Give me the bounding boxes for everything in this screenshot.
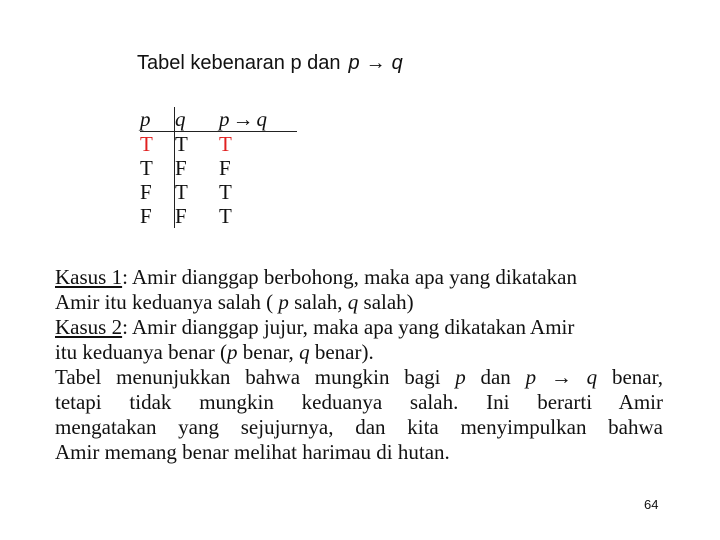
table-row <box>140 204 297 228</box>
kasus1-p: p <box>278 290 289 314</box>
concl-b: dan <box>465 365 526 389</box>
kasus1-line1 <box>55 265 663 290</box>
kasus1-line2-b: salah, <box>288 290 348 314</box>
header-impl-q: q <box>256 107 267 131</box>
cell-q: T <box>175 132 188 156</box>
kasus2-p: p <box>227 340 238 364</box>
kasus1-label: Kasus 1 <box>55 265 123 289</box>
cell-p: F <box>140 204 175 228</box>
concl-p1: p <box>455 365 466 389</box>
conclusion-line4: Amir memang benar melihat harimau di hutan. <box>55 440 450 464</box>
cell-q: F <box>175 204 187 228</box>
cell-p: T <box>140 132 175 157</box>
title-arrow: → <box>365 52 386 74</box>
kasus2-line2-c: benar). <box>309 340 374 364</box>
cell-implication: T <box>219 132 232 156</box>
page-number: 64 <box>644 497 659 512</box>
cell-p: F <box>140 180 175 204</box>
explanation-text <box>55 265 663 465</box>
kasus1-text: : Amir dianggap berbohong, maka apa yang dikatakan <box>122 265 577 289</box>
concl-p2: p <box>525 365 537 389</box>
table-row <box>140 156 297 180</box>
kasus2-label: Kasus 2 <box>55 315 123 339</box>
title-q: q <box>391 52 403 74</box>
concl-a: Tabel menunjukkan bahwa mungkin bagi <box>55 365 456 389</box>
cell-implication: F <box>219 156 231 180</box>
kasus1-q: q <box>347 290 359 314</box>
cell-implication: T <box>219 180 232 204</box>
conclusion-line2: tetapi tidak mungkin keduanya salah. Ini berarti Amir <box>55 390 663 414</box>
cell-q: F <box>175 156 187 180</box>
kasus2-q: q <box>299 340 310 364</box>
table-row <box>140 180 297 204</box>
kasus1-line2 <box>55 290 663 315</box>
title-p: p <box>348 52 360 74</box>
concl-c: benar, <box>597 365 664 389</box>
kasus2-line2-a: itu keduanya benar ( <box>55 340 228 364</box>
table-row <box>140 132 297 157</box>
header-impl-arrow: → <box>232 107 254 131</box>
kasus2-text: : Amir dianggap jujur, maka apa yang dikatakan Amir <box>122 315 575 339</box>
header-implication <box>219 107 297 132</box>
slide-title <box>137 52 403 75</box>
cell-q: T <box>175 180 188 204</box>
truth-table <box>140 107 297 228</box>
header-p: p <box>140 107 175 132</box>
kasus2-line1 <box>55 315 663 340</box>
header-impl-p: p <box>219 107 230 131</box>
cell-implication: T <box>219 204 232 228</box>
kasus1-line2-c: salah) <box>358 290 414 314</box>
conclusion-line3: mengatakan yang sejujurnya, dan kita menyimpulkan bahwa <box>55 415 663 439</box>
concl-arrow: → <box>536 365 587 389</box>
truth-table-header <box>140 107 297 132</box>
kasus2-line2-b: benar, <box>237 340 300 364</box>
kasus2-line2 <box>55 340 663 365</box>
concl-q: q <box>586 365 598 389</box>
kasus1-line2-a: Amir itu keduanya salah ( <box>55 290 279 314</box>
header-q: q <box>175 107 220 132</box>
title-text: Tabel kebenaran p dan <box>137 52 341 74</box>
cell-p: T <box>140 156 175 180</box>
conclusion-line1 <box>55 365 663 390</box>
